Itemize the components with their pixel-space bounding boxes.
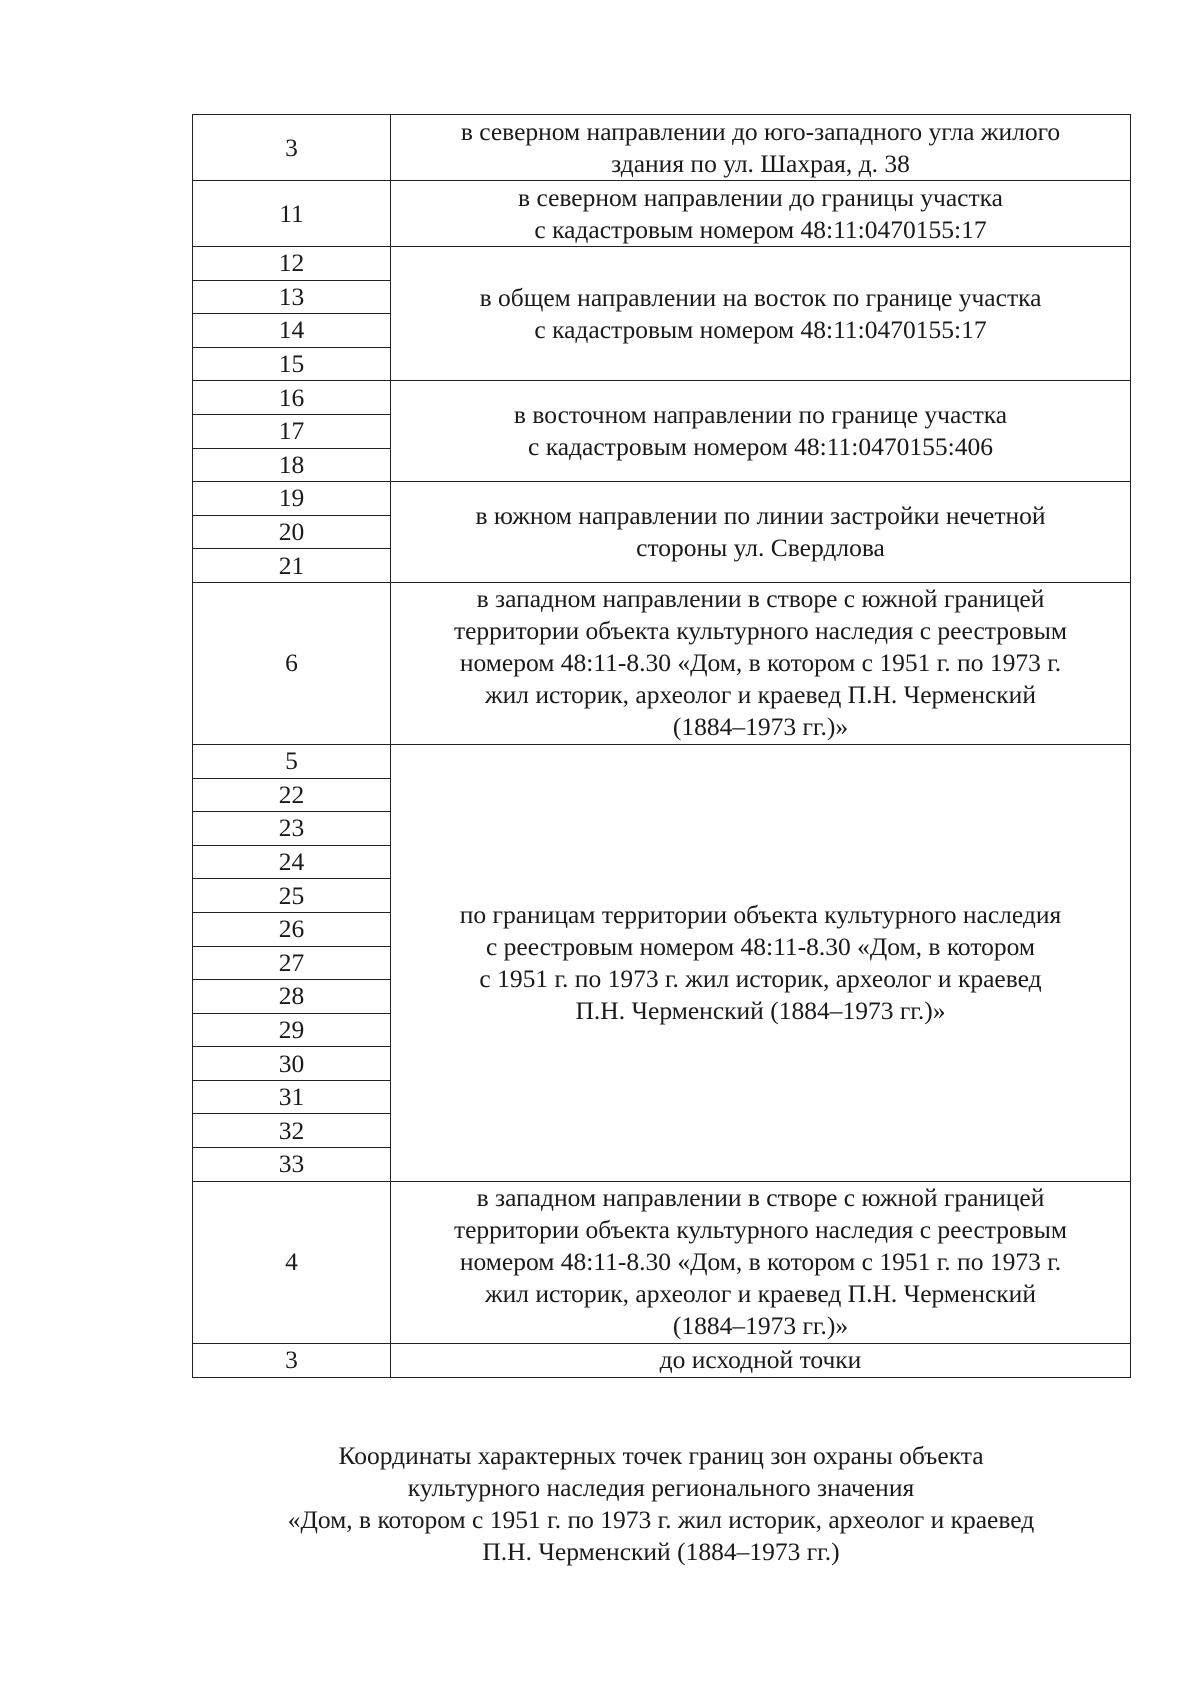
point-number-cell: 23 xyxy=(193,812,391,846)
boundary-description-cell xyxy=(391,582,1131,744)
section-caption xyxy=(192,1440,1130,1568)
description-line: в общем направлении на восток по границе участка xyxy=(479,282,1042,312)
description-line: в восточном направлении по границе участка xyxy=(513,400,1008,430)
description-line: с 1951 г. по 1973 г. жил историк, археолог и краевед xyxy=(479,963,1042,993)
table-row xyxy=(193,247,1131,281)
point-number-cell: 3 xyxy=(193,1343,391,1377)
point-number-cell: 13 xyxy=(193,280,391,314)
point-number-cell: 6 xyxy=(193,582,391,744)
point-number-cell: 20 xyxy=(193,515,391,549)
description-line: жил историк, археолог и краевед П.Н. Черменский xyxy=(485,1279,1036,1309)
description-line: в северном направлении до границы участка xyxy=(518,182,1003,212)
description-line: (1884–1973 гг.)» xyxy=(672,1311,849,1341)
description-line: по границам территории объекта культурного наследия xyxy=(459,899,1062,929)
description-line: территории объекта культурного наследия с реестровым xyxy=(453,1215,1068,1245)
boundary-description-cell xyxy=(391,1343,1131,1377)
point-number-cell: 14 xyxy=(193,314,391,348)
point-number-cell: 33 xyxy=(193,1148,391,1182)
point-number-cell: 27 xyxy=(193,946,391,980)
point-number-cell: 26 xyxy=(193,912,391,946)
point-number-cell: 24 xyxy=(193,845,391,879)
description-line: с кадастровым номером 48:11:0470155:17 xyxy=(534,214,987,244)
table-row xyxy=(193,1343,1131,1377)
point-number-cell: 30 xyxy=(193,1047,391,1081)
point-number-cell: 15 xyxy=(193,347,391,381)
caption-line: Координаты характерных точек границ зон охраны объекта xyxy=(338,1441,984,1470)
point-number-cell: 19 xyxy=(193,482,391,516)
boundary-description-cell xyxy=(391,181,1131,247)
table-row xyxy=(193,381,1131,415)
caption-line: культурного наследия регионального значения xyxy=(407,1473,915,1502)
description-line: в западном направлении в створе с южной границей xyxy=(476,584,1045,614)
description-line: стороны ул. Свердлова xyxy=(636,533,885,563)
point-number-cell: 16 xyxy=(193,381,391,415)
description-line: в южном направлении по линии застройки нечетной xyxy=(475,501,1046,531)
point-number-cell: 5 xyxy=(193,744,391,778)
table-row xyxy=(193,181,1131,247)
point-number-cell: 11 xyxy=(193,181,391,247)
description-line: номером 48:11-8.30 «Дом, в котором с 1951 г. по 1973 г. xyxy=(459,1247,1062,1277)
point-number-cell: 22 xyxy=(193,778,391,812)
table-row xyxy=(193,744,1131,778)
caption-line: П.Н. Черменский (1884–1973 гг.) xyxy=(482,1537,840,1566)
boundary-description-cell xyxy=(391,115,1131,181)
point-number-cell: 32 xyxy=(193,1114,391,1148)
description-line: номером 48:11-8.30 «Дом, в котором с 1951 г. по 1973 г. xyxy=(459,648,1062,678)
boundary-description-cell xyxy=(391,482,1131,583)
description-line: с кадастровым номером 48:11:0470155:17 xyxy=(534,314,987,344)
point-number-cell: 12 xyxy=(193,247,391,281)
description-line: с реестровым номером 48:11-8.30 «Дом, в котором xyxy=(485,931,1036,961)
table-row xyxy=(193,582,1131,744)
description-line: с кадастровым номером 48:11:0470155:406 xyxy=(528,432,993,462)
table-row xyxy=(193,1181,1131,1343)
description-line: здания по ул. Шахрая, д. 38 xyxy=(611,148,910,178)
boundary-description-cell xyxy=(391,381,1131,482)
description-line: жил историк, археолог и краевед П.Н. Черменский xyxy=(485,680,1036,710)
boundary-description-cell xyxy=(391,744,1131,1181)
caption-line: «Дом, в котором с 1951 г. по 1973 г. жил историк, археолог и краевед xyxy=(287,1505,1035,1534)
point-number-cell: 17 xyxy=(193,414,391,448)
table-row xyxy=(193,482,1131,516)
boundary-description-table xyxy=(192,114,1131,1378)
description-line: П.Н. Черменский (1884–1973 гг.)» xyxy=(575,995,946,1025)
description-line: (1884–1973 гг.)» xyxy=(672,712,849,742)
description-line: в северном направлении до юго-западного угла жилого xyxy=(460,116,1061,146)
point-number-cell: 4 xyxy=(193,1181,391,1343)
point-number-cell: 28 xyxy=(193,980,391,1014)
boundary-description-cell xyxy=(391,247,1131,381)
point-number-cell: 3 xyxy=(193,115,391,181)
description-line: в западном направлении в створе с южной границей xyxy=(476,1183,1045,1213)
point-number-cell: 21 xyxy=(193,549,391,583)
point-number-cell: 29 xyxy=(193,1013,391,1047)
description-line: до исходной точки xyxy=(659,1345,862,1375)
description-line: территории объекта культурного наследия с реестровым xyxy=(453,616,1068,646)
table-row xyxy=(193,115,1131,181)
point-number-cell: 25 xyxy=(193,879,391,913)
point-number-cell: 31 xyxy=(193,1080,391,1114)
point-number-cell: 18 xyxy=(193,448,391,482)
table-body xyxy=(193,115,1131,1378)
boundary-description-cell xyxy=(391,1181,1131,1343)
